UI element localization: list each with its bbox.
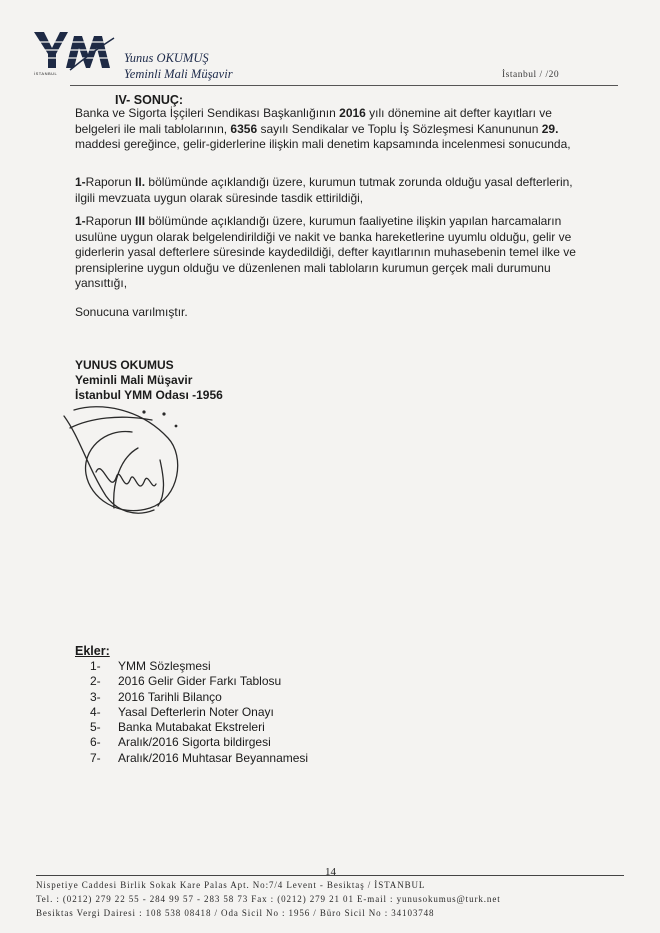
attachments-title: Ekler: bbox=[75, 644, 110, 658]
attachment-label: YMM Sözleşmesi bbox=[118, 659, 211, 673]
attachment-item bbox=[90, 735, 308, 750]
signatory-chamber: İstanbul YMM Odası -1956 bbox=[75, 388, 223, 402]
footer-registry: Besiktas Vergi Dairesi : 108 538 08418 / Oda Sicil No : 1956 / Büro Sicil No : 34103748 bbox=[36, 908, 435, 918]
attachment-label: 2016 Gelir Gider Farkı Tablosu bbox=[118, 674, 282, 689]
p1-text-e: sayılı Sendikalar ve Toplu İş Sözleşmesi Kanununun bbox=[257, 121, 542, 136]
attachment-item bbox=[90, 720, 308, 735]
attachment-label: Banka Mutabakat Ekstreleri bbox=[118, 720, 265, 735]
p2-section-ref: II. bbox=[135, 175, 146, 189]
attachment-label: Yasal Defterlerin Noter Onayı bbox=[118, 704, 274, 719]
paragraph-ledgers bbox=[75, 175, 595, 206]
p1-law-number: 6356 bbox=[230, 121, 258, 136]
firm-title: Yeminli Mali Müşavir bbox=[124, 67, 233, 81]
p1-article: 29. bbox=[541, 121, 559, 136]
p1-year: 2016 bbox=[339, 106, 366, 120]
attachment-label: 2016 Tarihli Bilanço bbox=[118, 689, 222, 704]
attachment-number: 1- bbox=[90, 659, 101, 673]
attachments-list bbox=[90, 659, 308, 766]
attachment-number: 6- bbox=[90, 735, 101, 750]
attachment-item bbox=[90, 690, 308, 705]
attachment-number: 5- bbox=[90, 720, 101, 735]
signatory-name: YUNUS OKUMUS bbox=[75, 358, 174, 372]
page-number: 14 bbox=[325, 866, 336, 878]
paragraph-conclusion: Sonucuna varılmıştır. bbox=[75, 305, 188, 319]
paragraph-intro bbox=[75, 106, 595, 153]
p3-number: 1- bbox=[75, 214, 86, 228]
p1-text-c: yılı dönemine ait defter kayıtları ve belgeleri ile mali tablolarının, bbox=[75, 106, 552, 136]
header-divider bbox=[70, 85, 618, 86]
footer-contact: Tel. : (0212) 279 22 55 - 284 99 57 - 283 58 73 Fax : (0212) 279 21 01 E-mail : yunusokumus@turk.net bbox=[36, 894, 501, 904]
p2-number: 1- bbox=[75, 175, 86, 189]
p2-rest: bölümünde açıklandığı üzere, kurumun tutmak zorunda olduğu yasal defterlerin, ilgili mevzuata uygun olarak süresinde tasdik ettirildiği, bbox=[75, 175, 573, 205]
attachment-label: Aralık/2016 Sigorta bildirgesi bbox=[118, 735, 271, 750]
p3-section-ref: III bbox=[135, 214, 146, 228]
handwritten-signature bbox=[60, 398, 210, 523]
p1-text-g: maddesi gereğince, gelir-giderlerine ilişkin mali denetim kapsamında incelenmesi sonucunda, bbox=[75, 137, 571, 151]
p3-rest: bölümünde açıklandığı üzere, kurumun faaliyetine ilişkin yapılan harcamaların usulüne uygun olarak belgelendirildiği ve nakit ve banka hareketlerine uyumlu olduğu, gelir ve giderlerin yasal defterlere süresinde kaydedildiği, defter kayıtlarının muhasebenin temel ilke ve prensiplerine uygun olduğu ve düzenlenen mali tabloların kurumun gerçek mali durumunu yansıttığı, bbox=[75, 214, 576, 290]
attachment-item bbox=[90, 751, 308, 766]
paragraph-expenses bbox=[75, 214, 595, 292]
section-title: IV- SONUÇ: bbox=[115, 93, 184, 107]
p2-text: Raporun bbox=[85, 175, 136, 189]
logo-caption: İSTANBUL bbox=[34, 71, 58, 76]
p3-text: Raporun bbox=[85, 214, 136, 228]
p1-text-a: Banka ve Sigorta İşçileri Sendikası Başkanlığının bbox=[75, 106, 340, 120]
attachment-number: 4- bbox=[90, 704, 101, 719]
date-line: İstanbul / /20 bbox=[502, 70, 560, 80]
attachment-label: Aralık/2016 Muhtasar Beyannamesi bbox=[118, 750, 309, 765]
attachment-number: 2- bbox=[90, 674, 101, 689]
firm-name: Yunus OKUMUŞ bbox=[124, 51, 209, 65]
footer-divider bbox=[36, 875, 624, 876]
attachment-number: 7- bbox=[90, 750, 101, 765]
footer-address: Nispetiye Caddesi Birlik Sokak Kare Palas Apt. No:7/4 Levent - Besiktaş / İSTANBUL bbox=[36, 880, 426, 890]
attachment-item bbox=[90, 659, 308, 674]
ymm-logo bbox=[30, 30, 116, 76]
attachment-item bbox=[90, 705, 308, 720]
signatory-title: Yeminli Mali Müşavir bbox=[75, 373, 193, 387]
attachment-number: 3- bbox=[90, 689, 101, 704]
attachment-item bbox=[90, 674, 308, 689]
